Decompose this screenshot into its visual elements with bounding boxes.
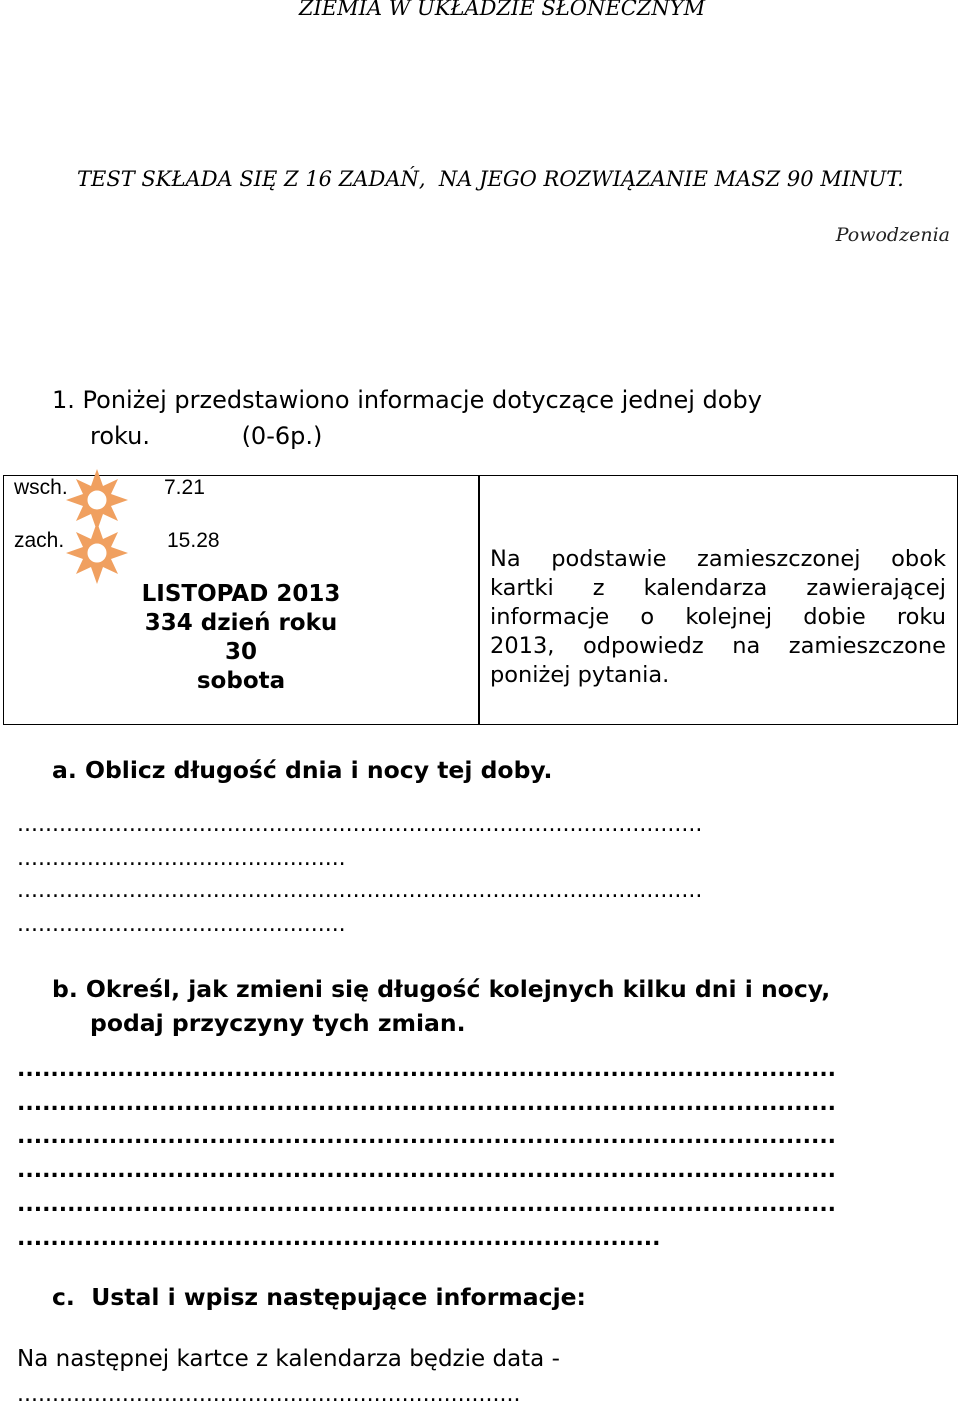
description-line: poniżej pytania. xyxy=(490,662,670,688)
calendar-day-of-year: 334 dzień roku xyxy=(144,610,338,636)
answer-line-c1[interactable]: ........................................................................ xyxy=(17,1382,521,1407)
task-1-heading-cont: roku. (0-6p.) xyxy=(90,422,323,450)
calendar-weekday: sobota xyxy=(196,668,286,694)
question-b-cont: podaj przyczyny tych zmian. xyxy=(90,1009,466,1037)
answer-line-b6[interactable]: ............................................................................. xyxy=(17,1226,661,1251)
description-line: kartki z kalendarza zawierającej xyxy=(490,575,946,601)
sunset-time: 15.28 xyxy=(167,529,220,552)
calendar-description xyxy=(490,545,946,690)
sunrise-label: wsch. xyxy=(14,476,68,499)
question-a: a. Oblicz długość dnia i nocy tej doby. xyxy=(52,756,553,784)
question-b: b. Określ, jak zmieni się długość kolejnych kilku dni i nocy, xyxy=(52,975,831,1003)
answer-line-a2[interactable]: ............................................... xyxy=(17,846,346,871)
answer-line-b5[interactable]: .................................................................................................. xyxy=(17,1192,837,1217)
next-date-prompt: Na następnej kartce z kalendarza będzie data - xyxy=(17,1346,560,1372)
description-line: informacje o kolejnej dobie roku xyxy=(490,604,946,630)
answer-line-b1[interactable]: .................................................................................................. xyxy=(17,1057,837,1082)
calendar-divider xyxy=(478,475,480,725)
sunset-sun-icon xyxy=(66,522,128,584)
answer-line-a4[interactable]: ............................................... xyxy=(17,912,346,937)
answer-line-b2[interactable]: .................................................................................................. xyxy=(17,1091,837,1116)
answer-line-b3[interactable]: .................................................................................................. xyxy=(17,1124,837,1149)
description-line: 2013, odpowiedz na zamieszczone xyxy=(490,633,946,659)
document-title: ZIEMIA W UKŁADZIE SŁONECZNYM xyxy=(298,0,706,20)
calendar-month-year: LISTOPAD 2013 xyxy=(141,581,341,607)
good-luck-note: Powodzenia xyxy=(835,224,950,246)
question-c: c. Ustal i wpisz następujące informacje: xyxy=(52,1283,586,1311)
description-line: Na podstawie zamieszczonej obok xyxy=(490,546,946,572)
task-1-heading: 1. Poniżej przedstawiono informacje dotyczące jednej doby xyxy=(52,386,762,414)
sunrise-time: 7.21 xyxy=(164,476,205,499)
sunset-label: zach. xyxy=(14,529,65,552)
test-info: TEST SKŁADA SIĘ Z 16 ZADAŃ, NA JEGO ROZWIĄZANIE MASZ 90 MINUT. xyxy=(77,167,904,191)
calendar-day-number: 30 xyxy=(224,639,257,665)
answer-line-b4[interactable]: .................................................................................................. xyxy=(17,1158,837,1183)
answer-line-a3[interactable]: .................................................................................................. xyxy=(17,878,703,903)
answer-line-a1[interactable]: .................................................................................................. xyxy=(17,812,703,837)
